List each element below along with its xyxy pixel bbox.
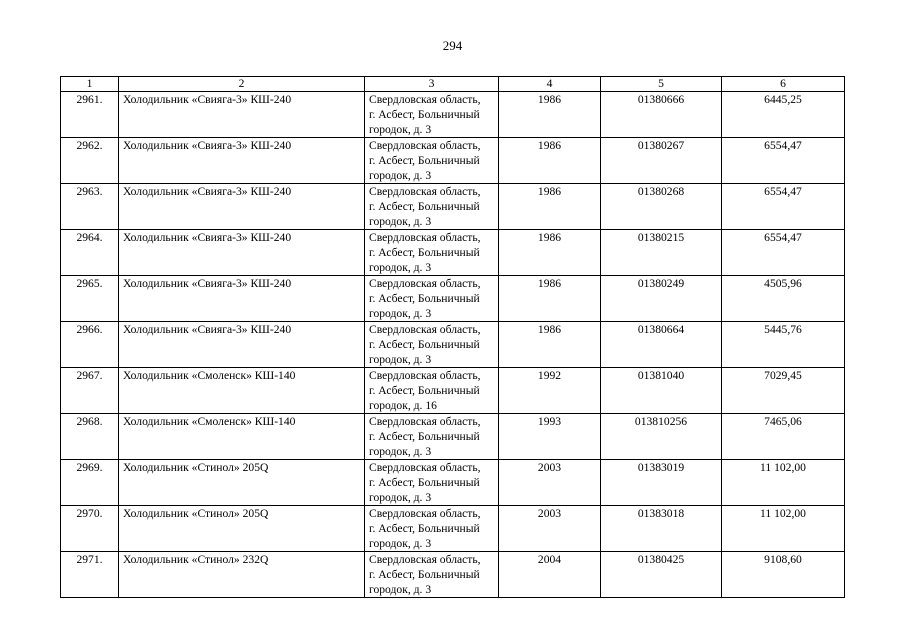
table-row [61, 322, 845, 368]
address-cell: Свердловская область, г. Асбест, Больничный городок, д. 3 [365, 322, 499, 368]
page-number: 294 [442, 38, 463, 53]
cost-cell: 6554,47 [722, 184, 845, 230]
year-cell: 2003 [499, 460, 601, 506]
inventory-number-cell: 01383018 [601, 506, 722, 552]
inventory-number-cell: 01383019 [601, 460, 722, 506]
address-cell: Свердловская область, г. Асбест, Больничный городок, д. 3 [365, 230, 499, 276]
address-cell: Свердловская область, г. Асбест, Больничный городок, д. 3 [365, 92, 499, 138]
row-number-cell: 2970. [61, 506, 119, 552]
year-cell: 1986 [499, 138, 601, 184]
address-cell: Свердловская область, г. Асбест, Больничный городок, д. 3 [365, 138, 499, 184]
address-cell: Свердловская область, г. Асбест, Больничный городок, д. 3 [365, 460, 499, 506]
row-number-cell: 2967. [61, 368, 119, 414]
cost-cell: 6445,25 [722, 92, 845, 138]
table-row [61, 460, 845, 506]
inventory-number-cell: 01380215 [601, 230, 722, 276]
year-cell: 2004 [499, 552, 601, 598]
cost-cell: 4505,96 [722, 276, 845, 322]
inventory-table [60, 76, 845, 598]
year-cell: 1986 [499, 276, 601, 322]
year-cell: 1993 [499, 414, 601, 460]
table-row [61, 230, 845, 276]
row-number-cell: 2963. [61, 184, 119, 230]
address-cell: Свердловская область, г. Асбест, Больничный городок, д. 3 [365, 184, 499, 230]
year-cell: 1986 [499, 322, 601, 368]
inventory-number-cell: 01380268 [601, 184, 722, 230]
item-name-cell: Холодильник «Свияга-3» КШ-240 [119, 184, 365, 230]
cost-cell: 9108,60 [722, 552, 845, 598]
table-row [61, 184, 845, 230]
cost-cell: 6554,47 [722, 138, 845, 184]
row-number-cell: 2962. [61, 138, 119, 184]
year-cell: 1986 [499, 92, 601, 138]
cost-cell: 7029,45 [722, 368, 845, 414]
inventory-number-cell: 013810256 [601, 414, 722, 460]
item-name-cell: Холодильник «Свияга-3» КШ-240 [119, 276, 365, 322]
row-number-cell: 2966. [61, 322, 119, 368]
item-name-cell: Холодильник «Стинол» 232Q [119, 552, 365, 598]
row-number-cell: 2968. [61, 414, 119, 460]
address-cell: Свердловская область, г. Асбест, Больничный городок, д. 3 [365, 414, 499, 460]
year-cell: 2003 [499, 506, 601, 552]
column-header: 2 [119, 77, 365, 92]
item-name-cell: Холодильник «Свияга-3» КШ-240 [119, 230, 365, 276]
item-name-cell: Холодильник «Свияга-3» КШ-240 [119, 138, 365, 184]
year-cell: 1986 [499, 184, 601, 230]
item-name-cell: Холодильник «Смоленск» КШ-140 [119, 368, 365, 414]
table-row [61, 92, 845, 138]
inventory-number-cell: 01380425 [601, 552, 722, 598]
column-header: 4 [499, 77, 601, 92]
item-name-cell: Холодильник «Свияга-3» КШ-240 [119, 322, 365, 368]
row-number-cell: 2965. [61, 276, 119, 322]
cost-cell: 11 102,00 [722, 506, 845, 552]
row-number-cell: 2961. [61, 92, 119, 138]
year-cell: 1992 [499, 368, 601, 414]
address-cell: Свердловская область, г. Асбест, Больничный городок, д. 16 [365, 368, 499, 414]
table-row [61, 414, 845, 460]
cost-cell: 11 102,00 [722, 460, 845, 506]
cost-cell: 5445,76 [722, 322, 845, 368]
table-row [61, 506, 845, 552]
row-number-cell: 2971. [61, 552, 119, 598]
item-name-cell: Холодильник «Свияга-3» КШ-240 [119, 92, 365, 138]
item-name-cell: Холодильник «Стинол» 205Q [119, 460, 365, 506]
inventory-number-cell: 01381040 [601, 368, 722, 414]
row-number-cell: 2964. [61, 230, 119, 276]
inventory-number-cell: 01380249 [601, 276, 722, 322]
column-header: 5 [601, 77, 722, 92]
table-row [61, 138, 845, 184]
table-header-row [61, 77, 845, 92]
address-cell: Свердловская область, г. Асбест, Больничный городок, д. 3 [365, 276, 499, 322]
cost-cell: 7465,06 [722, 414, 845, 460]
year-cell: 1986 [499, 230, 601, 276]
column-header: 1 [61, 77, 119, 92]
address-cell: Свердловская область, г. Асбест, Больничный городок, д. 3 [365, 506, 499, 552]
item-name-cell: Холодильник «Смоленск» КШ-140 [119, 414, 365, 460]
item-name-cell: Холодильник «Стинол» 205Q [119, 506, 365, 552]
column-header: 3 [365, 77, 499, 92]
table-row [61, 368, 845, 414]
table-row [61, 276, 845, 322]
inventory-number-cell: 01380664 [601, 322, 722, 368]
table-row [61, 552, 845, 598]
inventory-number-cell: 01380666 [601, 92, 722, 138]
address-cell: Свердловская область, г. Асбест, Больничный городок, д. 3 [365, 552, 499, 598]
cost-cell: 6554,47 [722, 230, 845, 276]
inventory-number-cell: 01380267 [601, 138, 722, 184]
row-number-cell: 2969. [61, 460, 119, 506]
column-header: 6 [722, 77, 845, 92]
